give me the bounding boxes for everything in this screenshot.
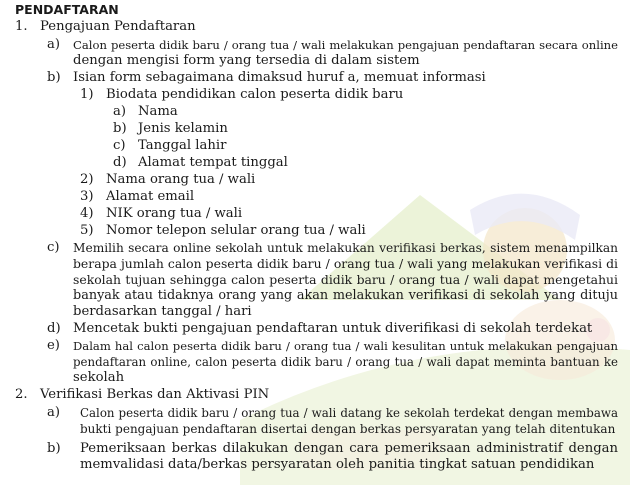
item-1c-line: sekolah tujuan sehingga calon peserta didik baru / orang tua / wali dapat mengetahui <box>73 272 618 287</box>
subsubitem-c-marker: c) <box>113 138 126 153</box>
subsubitem-d-text: Alamat tempat tinggal <box>138 155 288 170</box>
item-2a-line: bukti pengajuan pendaftaran disertai dengan berkas persyaratan yang telah ditentukan <box>80 422 616 436</box>
item-1a-marker: a) <box>47 37 61 52</box>
item-1c-marker: c) <box>47 240 60 255</box>
section-2-heading: Verifikasi Berkas dan Aktivasi PIN <box>40 387 270 402</box>
item-1e-line: pendaftaran online, calon peserta didik baru / orang tua / wali dapat meminta bantuan ke <box>73 355 618 369</box>
subitem-4-marker: 4) <box>80 206 94 221</box>
item-2b-line: Pemeriksaan berkas dilakukan dengan cara pemeriksaan administratif dengan <box>80 441 618 456</box>
subitem-2-text: Nama orang tua / wali <box>106 172 256 187</box>
subitem-3-text: Alamat email <box>106 189 195 204</box>
item-2a-marker: a) <box>47 405 61 420</box>
item-1b-text: Isian form sebagaimana dimaksud huruf a, memuat informasi <box>73 70 486 85</box>
subitem-1-marker: 1) <box>80 87 94 102</box>
subitem-1-text: Biodata pendidikan calon peserta didik baru <box>106 87 404 102</box>
item-2b-marker: b) <box>47 441 61 456</box>
subsubitem-d-marker: d) <box>113 155 127 170</box>
item-2a-line: Calon peserta didik baru / orang tua / wali datang ke sekolah terdekat dengan membawa <box>80 406 618 420</box>
item-1c-line: banyak atau tidaknya orang yang akan melakukan verifikasi di sekolah yang dituju <box>73 288 618 303</box>
item-1d-marker: d) <box>47 321 61 336</box>
item-1b-marker: b) <box>47 70 61 85</box>
subsubitem-a-text: Nama <box>138 104 178 119</box>
subitem-4-text: NIK orang tua / wali <box>106 206 243 221</box>
item-1e-line: sekolah <box>73 370 125 385</box>
subitem-2-marker: 2) <box>80 172 94 187</box>
section-1-heading: Pengajuan Pendaftaran <box>40 19 196 34</box>
item-1a-line: dengan mengisi form yang tersedia di dalam sistem <box>73 53 420 68</box>
subsubitem-a-marker: a) <box>113 104 127 119</box>
item-1c-line: berapa jumlah calon peserta didik baru / orang tua / wali yang melakukan verifikasi di <box>73 256 618 271</box>
item-2b-line: memvalidasi data/berkas persyaratan oleh panitia tingkat satuan pendidikan <box>80 457 595 472</box>
item-1a-line: Calon peserta didik baru / orang tua / wali melakukan pengajuan pendaftaran secara online <box>73 38 618 52</box>
item-1c-line: Memilih secara online sekolah untuk melakukan verifikasi berkas, sistem menampilkan <box>73 241 618 255</box>
subitem-5-text: Nomor telepon selular orang tua / wali <box>106 223 366 238</box>
section-2-marker: 2. <box>15 387 28 402</box>
subitem-5-marker: 5) <box>80 223 94 238</box>
document-title: PENDAFTARAN <box>15 2 119 17</box>
item-1d-line: Mencetak bukti pengajuan pendaftaran untuk diverifikasi di sekolah terdekat <box>73 321 593 336</box>
section-1-marker: 1. <box>15 19 28 34</box>
item-1e-line: Dalam hal calon peserta didik baru / orang tua / wali kesulitan untuk melakukan pengajuan <box>73 339 618 353</box>
subsubitem-b-marker: b) <box>113 121 127 136</box>
item-1e-marker: e) <box>47 338 60 353</box>
subsubitem-c-text: Tanggal lahir <box>138 138 227 153</box>
subsubitem-b-text: Jenis kelamin <box>138 121 228 136</box>
item-1c-line: berdasarkan tanggal / hari <box>73 304 252 319</box>
subitem-3-marker: 3) <box>80 189 94 204</box>
